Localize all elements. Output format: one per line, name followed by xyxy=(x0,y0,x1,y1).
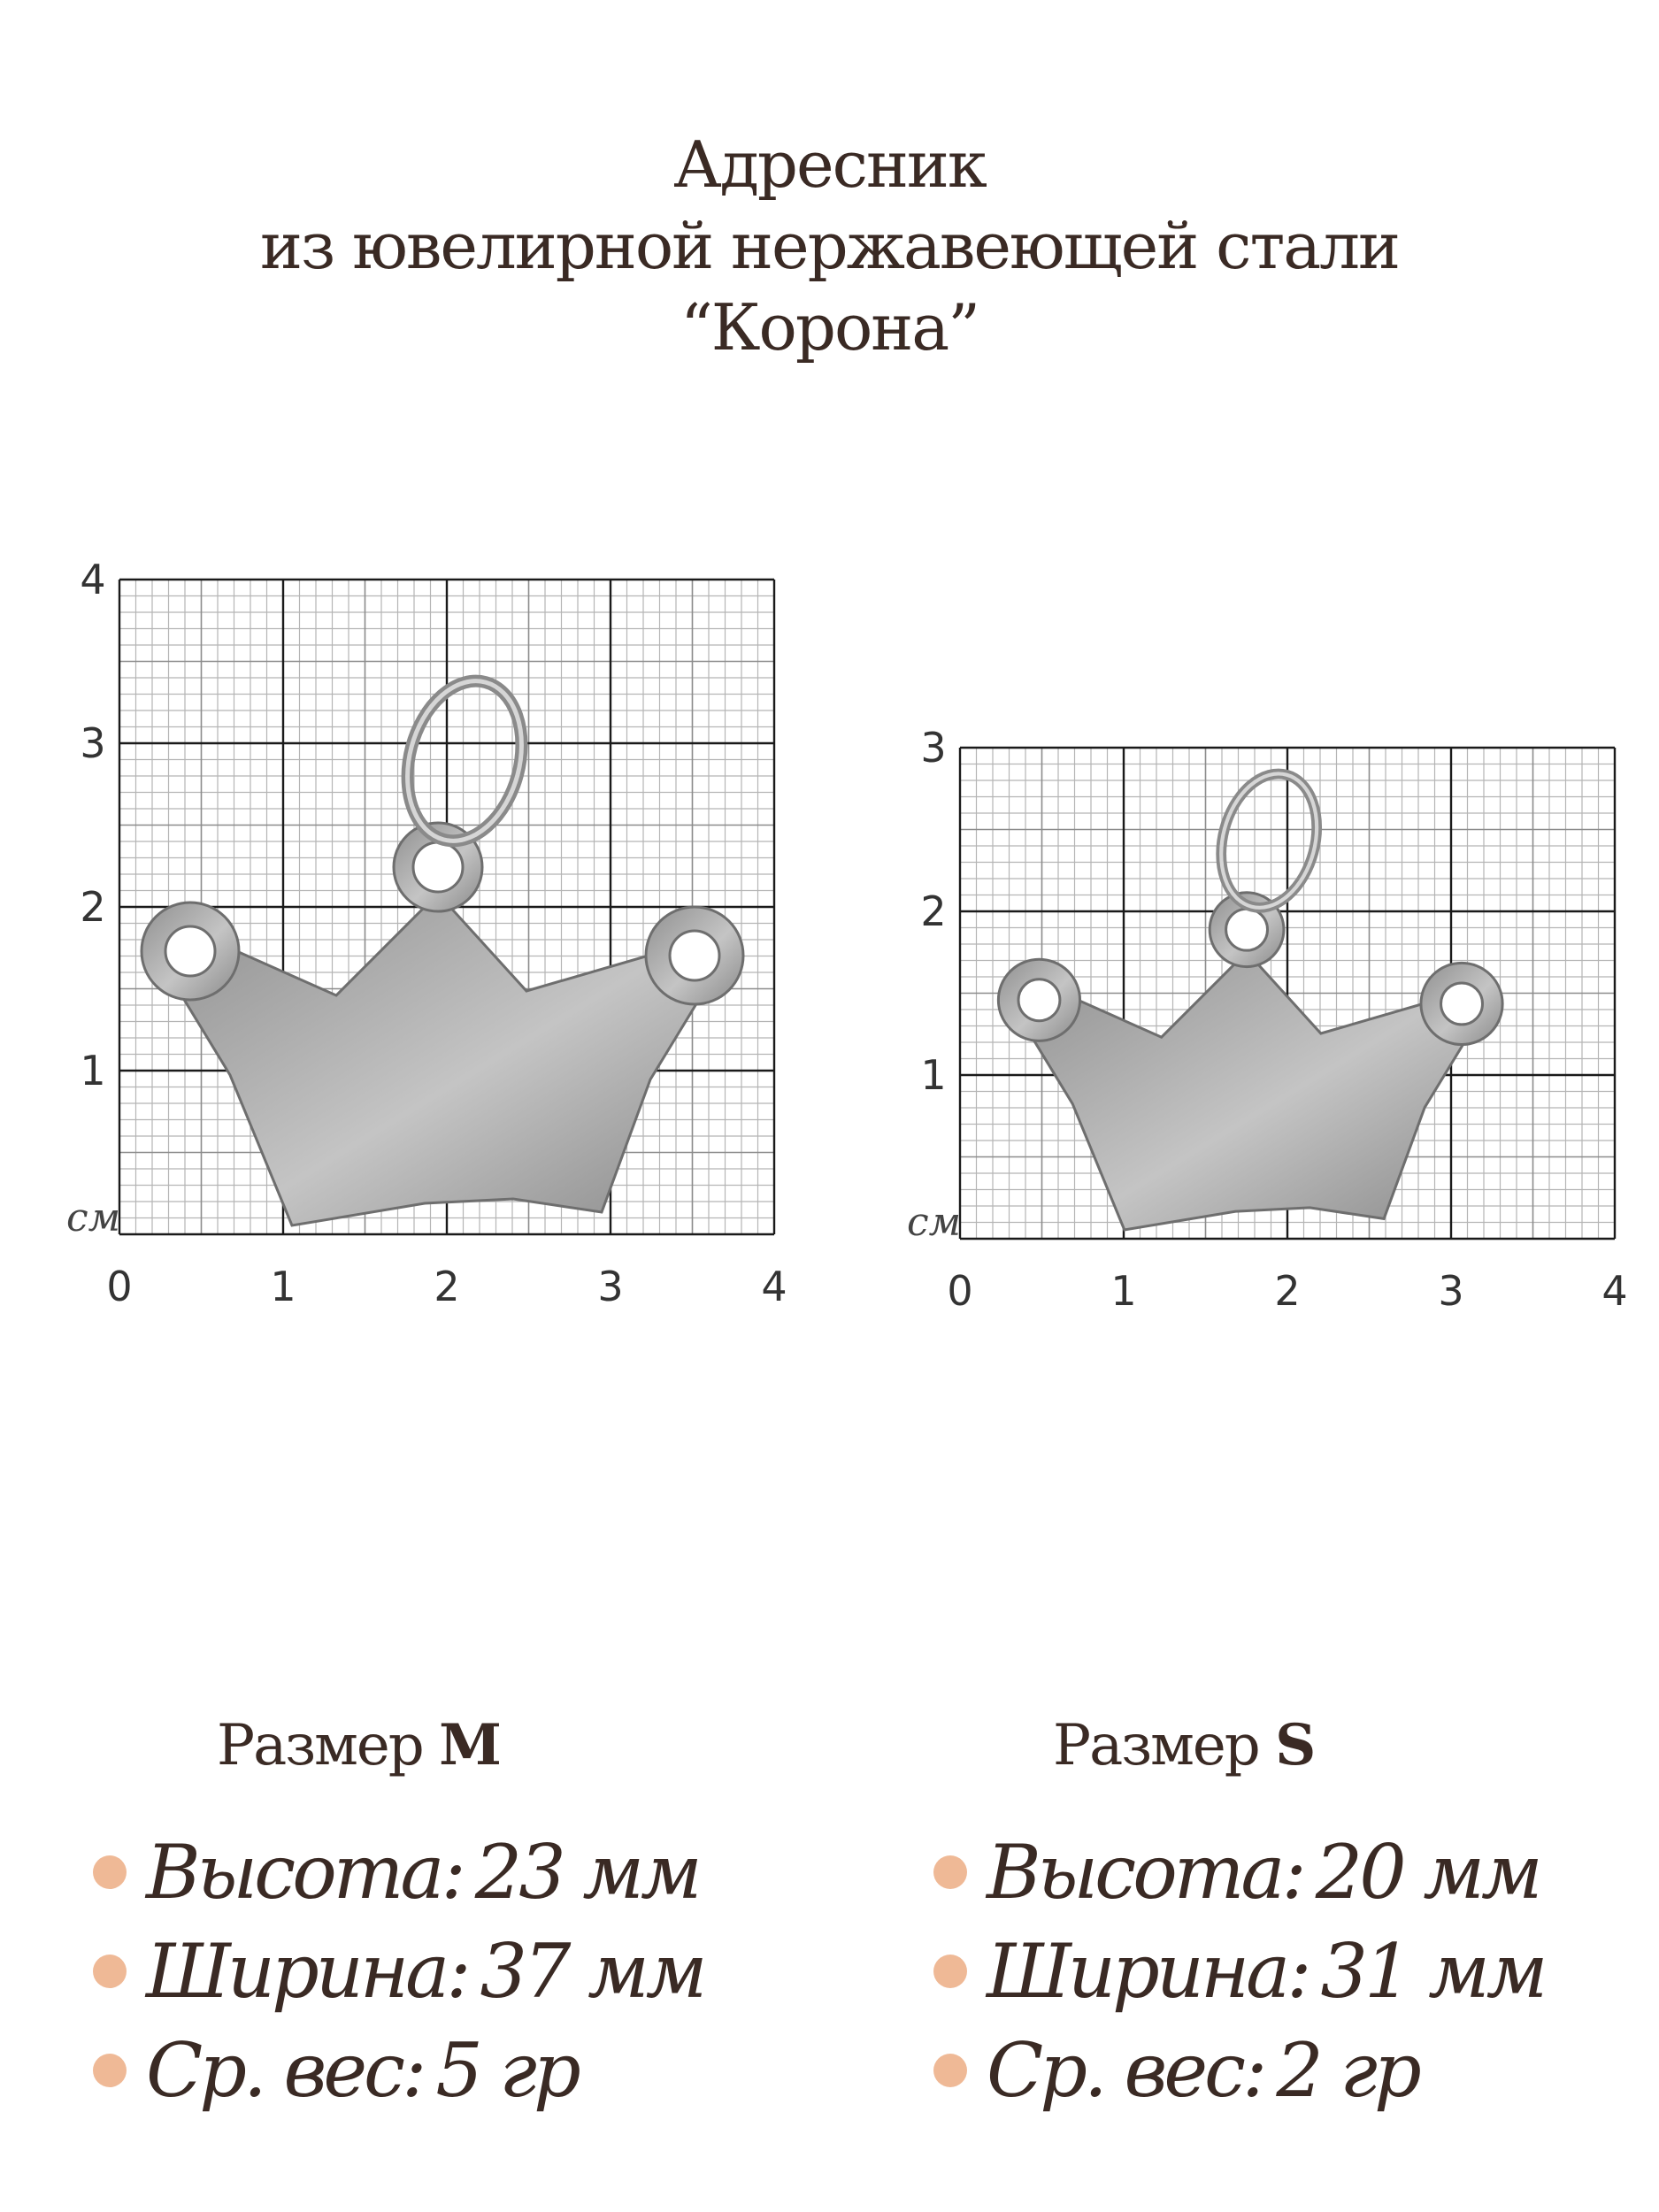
x-tick-label: 2 xyxy=(1274,1267,1301,1315)
measurement-grid-s xyxy=(876,726,1637,1327)
spec-width-s xyxy=(933,1922,1544,2021)
size-s-specs xyxy=(933,1823,1544,2120)
x-tick-label: 2 xyxy=(434,1263,460,1310)
side-loop-hole xyxy=(670,931,719,980)
spec-label: Высота: xyxy=(987,1829,1303,1916)
spec-label: Ширина: xyxy=(987,1928,1309,2015)
bullet-icon xyxy=(93,1855,127,1889)
spec-value: 31 мм xyxy=(1320,1928,1545,2015)
size-m-heading xyxy=(217,1712,500,1778)
side-loop-hole xyxy=(1018,979,1060,1021)
x-tick-label: 3 xyxy=(597,1263,624,1310)
size-m-heading-prefix: Размер xyxy=(217,1713,423,1778)
spec-weight-m xyxy=(93,2021,703,2120)
y-tick-label: 4 xyxy=(80,556,106,603)
size-s-heading-size: S xyxy=(1275,1712,1315,1778)
spec-value: 23 мм xyxy=(474,1829,699,1916)
y-tick-label: 2 xyxy=(920,887,947,935)
spec-value: 2 гр xyxy=(1276,2027,1418,2114)
spec-value: 20 мм xyxy=(1315,1829,1540,1916)
spec-value: 37 мм xyxy=(480,1928,704,2015)
title-line-1: Адресник xyxy=(673,127,986,202)
product-title xyxy=(0,124,1659,368)
crown-body xyxy=(168,894,712,1225)
unit-label: см xyxy=(907,1200,962,1245)
grid-m-svg xyxy=(35,549,796,1327)
bullet-icon xyxy=(93,2054,127,2087)
bullet-icon xyxy=(933,2054,967,2087)
spec-height-s xyxy=(933,1823,1544,1922)
title-line-2: из ювелирной нержавеющей стали xyxy=(260,209,1399,283)
bullet-icon xyxy=(93,1955,127,1988)
y-tick-label: 3 xyxy=(80,719,106,767)
y-tick-label: 1 xyxy=(80,1047,106,1094)
spec-height-m xyxy=(93,1823,703,1922)
x-tick-label: 0 xyxy=(106,1263,133,1310)
bullet-icon xyxy=(933,1955,967,1988)
spec-label: Ср. вес: xyxy=(146,2027,424,2114)
x-tick-label: 1 xyxy=(270,1263,296,1310)
unit-label: см xyxy=(66,1195,121,1240)
top-loop-hole xyxy=(1226,909,1268,950)
x-tick-label: 4 xyxy=(1601,1267,1628,1315)
size-s-heading-prefix: Размер xyxy=(1053,1713,1259,1778)
x-tick-label: 1 xyxy=(1110,1267,1137,1315)
grid-s-svg xyxy=(876,726,1637,1327)
y-tick-label: 2 xyxy=(80,883,106,931)
jump-ring xyxy=(390,668,538,854)
spec-width-m xyxy=(93,1922,703,2021)
bullet-icon xyxy=(933,1855,967,1889)
size-s-heading xyxy=(1053,1712,1314,1778)
spec-label: Высота: xyxy=(146,1829,463,1916)
spec-label: Ср. вес: xyxy=(987,2027,1264,2114)
top-loop-hole xyxy=(413,842,463,892)
measurement-grid-m xyxy=(35,549,796,1327)
y-tick-label: 3 xyxy=(920,724,947,772)
size-m-specs xyxy=(93,1823,703,2120)
spec-weight-s xyxy=(933,2021,1544,2120)
spec-value: 5 гр xyxy=(435,2027,578,2114)
side-loop-hole xyxy=(165,926,215,976)
spec-label: Ширина: xyxy=(146,1928,468,2015)
side-loop-hole xyxy=(1441,983,1483,1025)
x-tick-label: 3 xyxy=(1438,1267,1464,1315)
y-tick-label: 1 xyxy=(920,1051,947,1099)
x-tick-label: 4 xyxy=(761,1263,787,1310)
title-line-3: “Корона” xyxy=(680,290,979,365)
size-m-heading-size: M xyxy=(439,1712,500,1778)
x-tick-label: 0 xyxy=(947,1267,973,1315)
